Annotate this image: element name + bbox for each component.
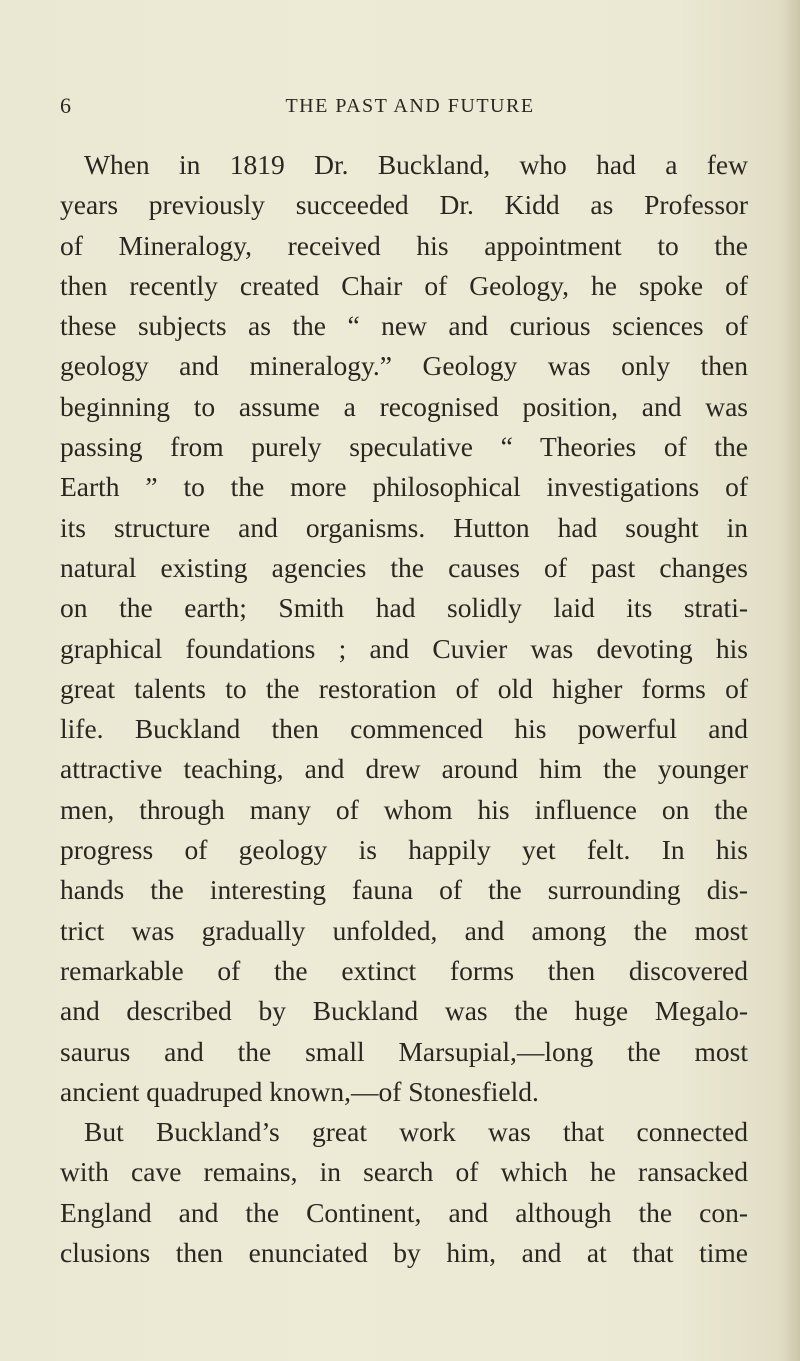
page-edge-shadow <box>782 0 800 1361</box>
text-line: clusions then enunciated by him, and at that time <box>60 1237 748 1269</box>
text-line: its structure and organisms. Hutton had sought in <box>60 511 748 543</box>
text-line: graphical foundations ; and Cuvier was devoting his <box>60 632 748 664</box>
text-line: beginning to assume a recognised position, and was <box>60 390 748 422</box>
text-line: Earth ” to the more philosophical investigations of <box>60 471 748 503</box>
text-line: remarkable of the extinct forms then discovered <box>60 954 748 986</box>
text-line: natural existing agencies the causes of past changes <box>60 551 748 583</box>
text-line: years previously succeeded Dr. Kidd as Professor <box>60 189 748 221</box>
text-line: and described by Buckland was the huge Megalo- <box>60 995 748 1027</box>
text-line: geology and mineralogy.” Geology was only then <box>60 350 748 382</box>
text-line: But Buckland’s great work was that connected <box>84 1116 748 1148</box>
text-line: life. Buckland then commenced his powerful and <box>60 713 748 745</box>
text-line: progress of geology is happily yet felt. In his <box>60 834 748 866</box>
text-line: attractive teaching, and drew around him the younger <box>60 753 748 785</box>
text-line: with cave remains, in search of which he ransacked <box>60 1156 748 1188</box>
page-header <box>60 93 760 123</box>
text-line: of Mineralogy, received his appointment to the <box>60 229 748 261</box>
text-line: great talents to the restoration of old higher forms of <box>60 672 748 704</box>
running-head: THE PAST AND FUTURE <box>285 95 535 117</box>
text-line: When in 1819 Dr. Buckland, who had a few <box>84 149 748 180</box>
text-line: these subjects as the “ new and curious sciences of <box>60 310 748 342</box>
text-line: men, through many of whom his influence on the <box>60 793 748 825</box>
text-line: England and the Continent, and although the con- <box>60 1196 748 1228</box>
text-line: trict was gradually unfolded, and among the most <box>60 914 748 946</box>
text-line: saurus and the small Marsupial,—long the most <box>60 1035 748 1067</box>
text-line: passing from purely speculative “ Theories of the <box>60 431 748 463</box>
text-line: hands the interesting fauna of the surrounding dis- <box>60 874 748 906</box>
text-line: ancient quadruped known,—of Stonesfield. <box>60 1075 539 1107</box>
text-line: on the earth; Smith had solidly laid its strati- <box>60 592 748 624</box>
text-line: then recently created Chair of Geology, he spoke of <box>60 269 748 301</box>
body-text <box>60 148 748 1276</box>
page-number: 6 <box>60 93 72 118</box>
